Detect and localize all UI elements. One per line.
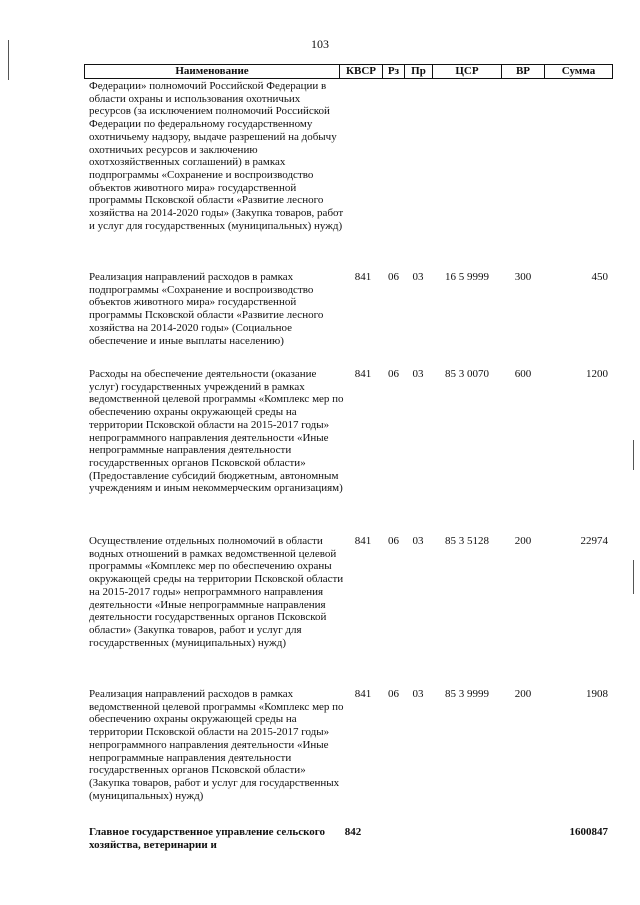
row-pr: 03	[412, 368, 424, 380]
table-row	[84, 688, 614, 823]
row-csr: 85 3 0070	[445, 368, 489, 380]
row-name: Главное государственное управление сельского хозяйства, ветеринарии и	[89, 826, 326, 851]
table-header	[84, 64, 613, 79]
row-sum: 1200	[586, 368, 608, 380]
scan-edge-mark	[633, 440, 634, 470]
row-name: Реализация направлений расходов в рамках подпрограммы «Сохранение и воспроизводство объектов животного мира» государственной программы Псковской области «Развитие лесного хозяйства на 2014-2020 годы» (Социальное обеспечение и иные выплаты населению)	[89, 271, 324, 347]
row-kvsr: 842	[344, 826, 362, 838]
table-row	[84, 368, 614, 530]
column-header-name: Наименование	[175, 65, 249, 77]
row-kvsr: 841	[354, 688, 372, 700]
column-header-vr: ВР	[515, 65, 531, 77]
page-number: 103	[311, 37, 329, 51]
row-vr: 600	[514, 368, 532, 380]
row-pr: 03	[412, 535, 424, 547]
scan-edge-mark	[8, 40, 9, 80]
row-rz: 06	[388, 271, 399, 283]
row-csr: 85 3 9999	[445, 688, 489, 700]
column-header-rz: Рз	[387, 65, 400, 77]
row-name: Федерации» полномочий Российской Федерации в области охраны и использования охотничьих ресурсов (за исключением полномочий Российской Федерации по федеральному государственному охотничьему надзору, выдаче разрешений на добычу охотничьих ресурсов и заключению охотхозяйственных соглашений) в рамках подпрограммы «Сохранение и воспроизводство объектов животного мира» государственной программы Псковской области «Развитие лесного хозяйства на 2014-2020 годы» (Закупка товаров, работ и услуг для государственных (муниципальных) нужд)	[89, 80, 344, 232]
column-header-kvsr: КВСР	[346, 65, 376, 77]
row-csr: 85 3 5128	[445, 535, 489, 547]
row-pr: 03	[412, 688, 424, 700]
row-sum: 1600847	[569, 826, 608, 838]
row-sum: 450	[591, 271, 608, 283]
row-rz: 06	[388, 535, 399, 547]
column-header-pr: Пр	[411, 65, 426, 77]
row-vr: 200	[514, 535, 532, 547]
row-vr: 200	[514, 688, 532, 700]
row-kvsr: 841	[354, 271, 372, 283]
row-name: Реализация направлений расходов в рамках ведомственной целевой программы «Комплекс мер по обеспечению охраны окружающей среды на территории Псковской области на 2015-2017 годы» непрограммного направления деятельности «Иные непрограммные направления деятельности государственных органов Псковской области» (Закупка товаров, работ и услуг для государственных (муниципальных) нужд)	[89, 688, 344, 802]
table-row	[84, 80, 614, 266]
row-sum: 22974	[580, 535, 608, 547]
row-csr: 16 5 9999	[445, 271, 489, 283]
row-name: Расходы на обеспечение деятельности (оказание услуг) государственных учреждений в рамках ведомственной целевой программы «Комплекс мер по обеспечению охраны окружающей среды на территории Псковской области на 2015-2017 годы» непрограммного направления деятельности «Иные непрограммные направления деятельности государственных органов Псковской области» (Предоставление субсидий бюджетным, автономным учреждениям и иным некоммерческим организациям)	[89, 368, 344, 495]
row-sum: 1908	[586, 688, 608, 700]
row-name: Осуществление отдельных полномочий в области водных отношений в рамках ведомственной целевой программы «Комплекс мер по обеспечению охраны окружающей среды на территории Псковской области на 2015-2017 годы» непрограммного направления деятельности «Иные непрограммные направления деятельности государственных органов Псковской области» (Закупка товаров, работ и услуг для государственных (муниципальных) нужд)	[89, 535, 344, 649]
row-pr: 03	[412, 271, 424, 283]
table-row	[84, 535, 614, 683]
column-header-sum: Сумма	[561, 65, 596, 77]
table-row	[84, 826, 614, 854]
row-kvsr: 841	[354, 535, 372, 547]
table-row	[84, 271, 614, 363]
row-kvsr: 841	[354, 368, 372, 380]
column-header-csr: ЦСР	[455, 65, 479, 77]
row-vr: 300	[514, 271, 532, 283]
row-rz: 06	[388, 688, 399, 700]
scan-edge-mark	[633, 560, 634, 594]
row-rz: 06	[388, 368, 399, 380]
